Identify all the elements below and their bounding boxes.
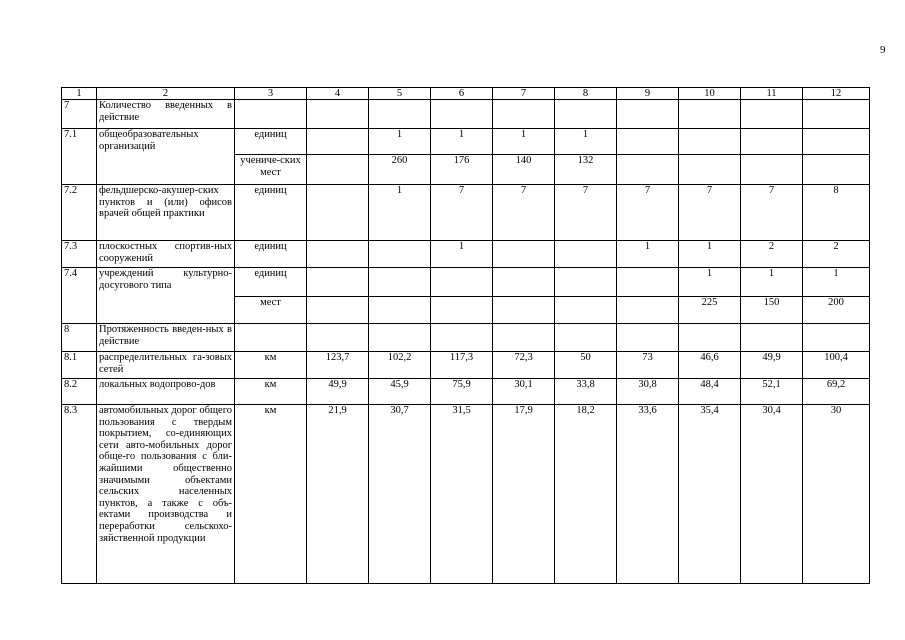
value-cell <box>431 297 493 324</box>
table-row <box>62 241 870 268</box>
value-cell <box>555 268 617 297</box>
value-cell: 1 <box>431 241 493 268</box>
value-cell <box>617 297 679 324</box>
row-code: 8 <box>62 324 97 352</box>
value-cell: 150 <box>741 297 803 324</box>
value-cell: 176 <box>431 155 493 185</box>
column-number: 11 <box>741 88 803 100</box>
value-cell: 102,2 <box>369 352 431 379</box>
value-cell: 73 <box>617 352 679 379</box>
value-cell: 7 <box>679 185 741 241</box>
value-cell <box>493 324 555 352</box>
value-cell: 30,1 <box>493 379 555 405</box>
indicator-name: Количество введенных в действие <box>97 100 235 129</box>
unit-of-measure <box>235 324 307 352</box>
value-cell: 140 <box>493 155 555 185</box>
value-cell <box>369 268 431 297</box>
value-cell <box>369 241 431 268</box>
row-code: 7 <box>62 100 97 129</box>
value-cell <box>741 324 803 352</box>
value-cell: 7 <box>431 185 493 241</box>
value-cell <box>555 297 617 324</box>
value-cell: 1 <box>617 241 679 268</box>
value-cell <box>307 241 369 268</box>
value-cell: 72,3 <box>493 352 555 379</box>
value-cell <box>493 297 555 324</box>
value-cell: 45,9 <box>369 379 431 405</box>
unit-of-measure: мест <box>235 297 307 324</box>
value-cell: 2 <box>803 241 870 268</box>
value-cell: 117,3 <box>431 352 493 379</box>
indicator-name: плоскостных спортив-ных сооружений <box>97 241 235 268</box>
page-number: 9 <box>880 44 886 56</box>
column-number: 2 <box>97 88 235 100</box>
value-cell: 123,7 <box>307 352 369 379</box>
value-cell <box>307 297 369 324</box>
value-cell <box>369 324 431 352</box>
row-code: 8.1 <box>62 352 97 379</box>
value-cell: 30,7 <box>369 405 431 584</box>
value-cell <box>679 324 741 352</box>
column-number: 7 <box>493 88 555 100</box>
row-code: 8.3 <box>62 405 97 584</box>
value-cell <box>679 100 741 129</box>
value-cell: 50 <box>555 352 617 379</box>
indicator-name: учреждений культурно-досугового типа <box>97 268 235 324</box>
column-number: 8 <box>555 88 617 100</box>
value-cell <box>307 324 369 352</box>
value-cell: 1 <box>431 129 493 155</box>
value-cell: 33,8 <box>555 379 617 405</box>
value-cell: 49,9 <box>741 352 803 379</box>
indicator-name: распределительных га-зовых сетей <box>97 352 235 379</box>
value-cell: 8 <box>803 185 870 241</box>
indicator-name: локальных водопрово-дов <box>97 379 235 405</box>
value-cell: 17,9 <box>493 405 555 584</box>
unit-of-measure <box>235 100 307 129</box>
value-cell <box>617 129 679 155</box>
unit-of-measure: учениче-ских мест <box>235 155 307 185</box>
value-cell: 1 <box>555 129 617 155</box>
value-cell: 30 <box>803 405 870 584</box>
value-cell <box>493 268 555 297</box>
indicator-name: общеобразовательных организаций <box>97 129 235 185</box>
value-cell <box>307 155 369 185</box>
value-cell: 7 <box>493 185 555 241</box>
table-row <box>62 268 870 297</box>
value-cell <box>741 129 803 155</box>
column-number: 6 <box>431 88 493 100</box>
table-row <box>62 379 870 405</box>
value-cell <box>307 129 369 155</box>
value-cell: 69,2 <box>803 379 870 405</box>
row-code: 7.1 <box>62 129 97 185</box>
value-cell <box>617 324 679 352</box>
value-cell <box>431 268 493 297</box>
value-cell: 7 <box>555 185 617 241</box>
value-cell <box>803 129 870 155</box>
value-cell <box>369 100 431 129</box>
column-number: 12 <box>803 88 870 100</box>
indicator-name: Протяженность введен-ных в действие <box>97 324 235 352</box>
value-cell: 225 <box>679 297 741 324</box>
value-cell <box>307 185 369 241</box>
value-cell: 49,9 <box>307 379 369 405</box>
value-cell <box>679 155 741 185</box>
value-cell <box>369 297 431 324</box>
value-cell <box>803 155 870 185</box>
value-cell <box>307 100 369 129</box>
row-code: 7.4 <box>62 268 97 324</box>
table-row <box>62 352 870 379</box>
row-code: 8.2 <box>62 379 97 405</box>
value-cell: 200 <box>803 297 870 324</box>
value-cell: 33,6 <box>617 405 679 584</box>
value-cell <box>431 324 493 352</box>
value-cell: 46,6 <box>679 352 741 379</box>
value-cell: 21,9 <box>307 405 369 584</box>
table-row <box>62 185 870 241</box>
value-cell <box>493 241 555 268</box>
value-cell: 18,2 <box>555 405 617 584</box>
column-number: 5 <box>369 88 431 100</box>
unit-of-measure: км <box>235 379 307 405</box>
value-cell: 1 <box>741 268 803 297</box>
value-cell: 1 <box>679 241 741 268</box>
column-number: 4 <box>307 88 369 100</box>
indicator-name: автомобильных дорог общего пользования с твердым покрытием, со-единяющих сети авто-мобильных дорог обще-го пользования с бли-жайшими общественно значимыми объектами сельских населенных пунктов, а также с объ-ектами производства и переработки сельскохо-зяйственной продукции <box>97 405 235 584</box>
value-cell: 30,8 <box>617 379 679 405</box>
unit-of-measure: единиц <box>235 185 307 241</box>
value-cell: 30,4 <box>741 405 803 584</box>
unit-of-measure: единиц <box>235 268 307 297</box>
value-cell: 1 <box>369 185 431 241</box>
value-cell: 31,5 <box>431 405 493 584</box>
value-cell: 7 <box>617 185 679 241</box>
unit-of-measure: единиц <box>235 129 307 155</box>
value-cell: 35,4 <box>679 405 741 584</box>
value-cell: 132 <box>555 155 617 185</box>
unit-of-measure: км <box>235 405 307 584</box>
value-cell <box>803 100 870 129</box>
value-cell <box>617 100 679 129</box>
value-cell <box>679 129 741 155</box>
table-row <box>62 129 870 155</box>
value-cell <box>555 100 617 129</box>
column-number: 10 <box>679 88 741 100</box>
value-cell <box>741 100 803 129</box>
column-number: 9 <box>617 88 679 100</box>
column-number-row <box>62 88 870 100</box>
column-number: 3 <box>235 88 307 100</box>
value-cell: 1 <box>493 129 555 155</box>
unit-of-measure: км <box>235 352 307 379</box>
value-cell <box>741 155 803 185</box>
value-cell: 2 <box>741 241 803 268</box>
value-cell: 100,4 <box>803 352 870 379</box>
unit-of-measure: единиц <box>235 241 307 268</box>
value-cell: 7 <box>741 185 803 241</box>
table-row <box>62 100 870 129</box>
value-cell: 260 <box>369 155 431 185</box>
row-code: 7.2 <box>62 185 97 241</box>
value-cell: 1 <box>369 129 431 155</box>
column-number: 1 <box>62 88 97 100</box>
value-cell: 1 <box>679 268 741 297</box>
table-row <box>62 324 870 352</box>
value-cell <box>555 324 617 352</box>
indicators-table <box>61 87 870 584</box>
value-cell <box>803 324 870 352</box>
value-cell <box>617 268 679 297</box>
value-cell <box>617 155 679 185</box>
value-cell: 52,1 <box>741 379 803 405</box>
value-cell: 75,9 <box>431 379 493 405</box>
indicator-name: фельдшерско-акушер-ских пунктов и (или) офисов врачей общей практики <box>97 185 235 241</box>
value-cell <box>307 268 369 297</box>
row-code: 7.3 <box>62 241 97 268</box>
table-row <box>62 405 870 584</box>
value-cell <box>431 100 493 129</box>
value-cell: 1 <box>803 268 870 297</box>
value-cell <box>493 100 555 129</box>
value-cell: 48,4 <box>679 379 741 405</box>
value-cell <box>555 241 617 268</box>
